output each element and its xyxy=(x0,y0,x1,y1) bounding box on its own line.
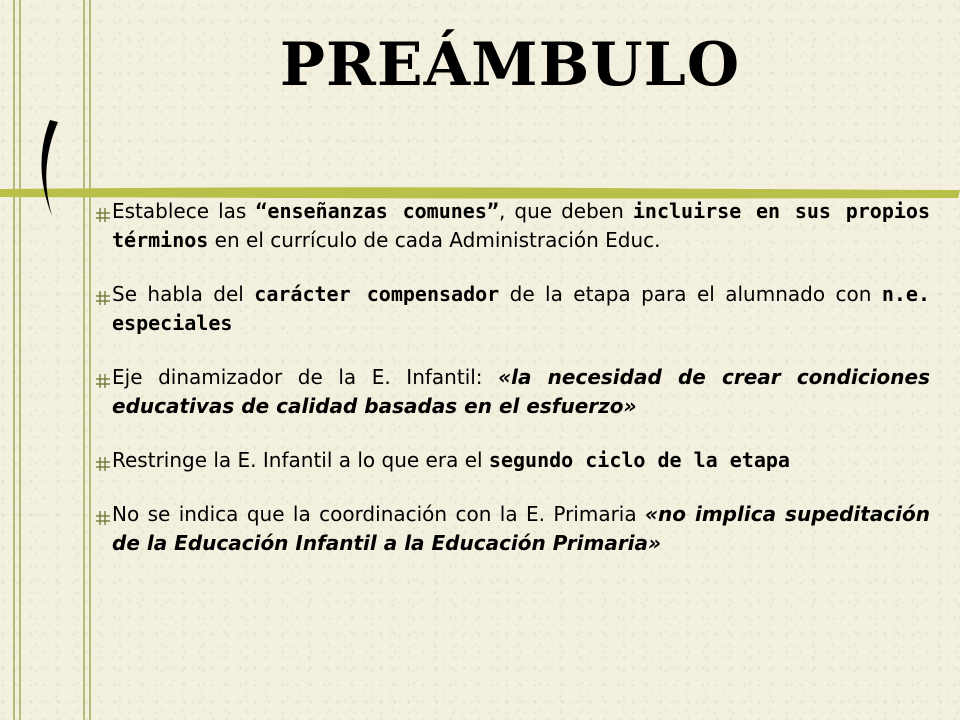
hash-bullet-icon xyxy=(95,505,111,521)
bullet-list xyxy=(95,197,930,558)
bullet-text-segment: Se habla del xyxy=(112,282,255,306)
bullet-item xyxy=(95,446,930,475)
bullet-text-segment: incluirse en sus propios términos xyxy=(112,199,931,252)
bullet-item xyxy=(95,363,930,421)
bullet-text-segment: Establece las xyxy=(112,199,256,223)
bullet-text-segment: Restringe la E. Infantil a lo que era el xyxy=(112,448,489,472)
bracket-mark xyxy=(28,118,68,218)
bullet-item xyxy=(95,500,930,558)
bullet-item xyxy=(95,197,930,255)
bullet-text-segment: «la necesidad de crear condiciones educativas de calidad basadas en el esfuerzo» xyxy=(112,365,930,418)
bullet-text-segment: segundo ciclo de la etapa xyxy=(488,448,790,472)
bullet-text-segment: “enseñanzas comunes” xyxy=(255,199,499,223)
bullet-text-segment: de la etapa para el alumnado con xyxy=(499,282,882,306)
bullet-text-segment: n.e. especiales xyxy=(112,282,931,335)
left-margin-lines xyxy=(0,0,110,720)
hash-bullet-icon xyxy=(95,451,111,467)
hash-bullet-icon xyxy=(95,202,111,218)
bullet-item xyxy=(95,280,930,338)
bullet-text-segment: No se indica que la coordinación con la E. Primaria xyxy=(112,502,646,526)
bullet-text-segment: , que deben xyxy=(498,199,633,223)
bullet-text-segment: carácter compensador xyxy=(254,282,500,306)
bullet-text-segment: «no implica supeditación de la Educación Infantil a la Educación Primaria» xyxy=(112,502,930,555)
bullet-text-segment: Eje dinamizador de la E. Infantil: xyxy=(112,365,499,389)
page-title: PREÁMBULO xyxy=(279,30,741,100)
hash-bullet-icon xyxy=(95,285,111,301)
hash-bullet-icon xyxy=(95,368,111,384)
bullet-text-segment: en el currículo de cada Administración Educ. xyxy=(208,228,661,252)
